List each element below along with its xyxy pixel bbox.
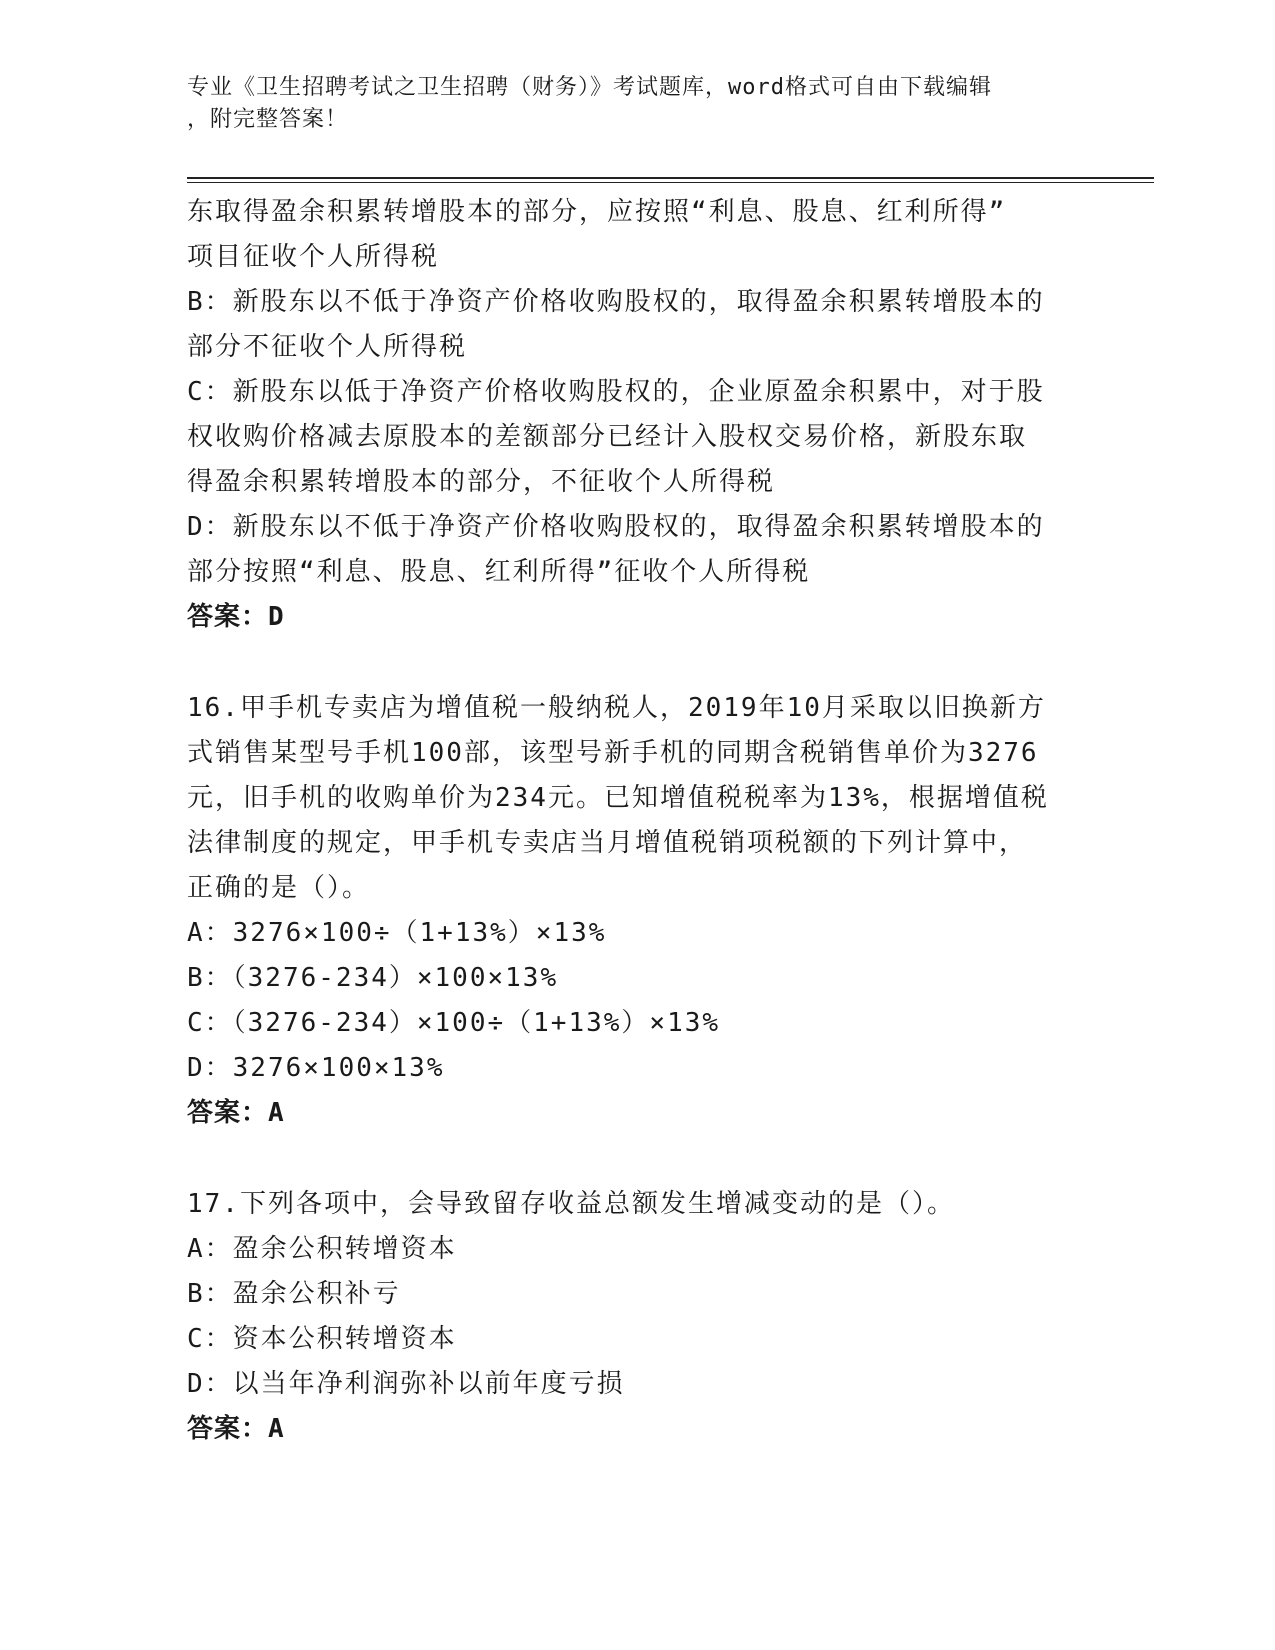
option-c-line: 权收购价格减去原股本的差额部分已经计入股权交易价格，新股东取 — [187, 422, 1028, 452]
document-header — [187, 72, 1087, 136]
question-stem-line: 式销售某型号手机100部，该型号新手机的同期含税销售单价为3276 — [187, 738, 1039, 768]
option-c: C：（3276-234）×100÷（1+13%）×13% — [187, 1008, 721, 1038]
question-stem: 17.下列各项中，会导致留存收益总额发生增减变动的是（）。 — [187, 1189, 955, 1219]
option-b-line: B：新股东以不低于净资产价格收购股权的，取得盈余积累转增股本的 — [187, 287, 1045, 317]
option-c-line: 得盈余积累转增股本的部分，不征收个人所得税 — [187, 467, 776, 497]
option-d: D：3276×100×13% — [187, 1053, 445, 1083]
header-divider-thin — [187, 182, 1154, 183]
option-b: B：（3276-234）×100×13% — [187, 963, 559, 993]
answer-label: 答案：A — [187, 1414, 285, 1444]
header-line-1: 专业《卫生招聘考试之卫生招聘（财务）》考试题库，word格式可自由下载编辑 — [187, 75, 992, 100]
option-a: A：3276×100÷（1+13%）×13% — [187, 918, 607, 948]
option-a: A：盈余公积转增资本 — [187, 1234, 457, 1264]
option-d: D：以当年净利润弥补以前年度亏损 — [187, 1369, 625, 1399]
option-d-line: D：新股东以不低于净资产价格收购股权的，取得盈余积累转增股本的 — [187, 512, 1045, 542]
answer-label: 答案：A — [187, 1098, 285, 1128]
spacer — [187, 1136, 1087, 1182]
spacer — [187, 640, 1087, 686]
option-a-continuation-line: 项目征收个人所得税 — [187, 242, 440, 272]
option-b: B：盈余公积补亏 — [187, 1279, 401, 1309]
header-divider-thick — [187, 177, 1154, 179]
question-stem-line: 法律制度的规定，甲手机专卖店当月增值税销项税额的下列计算中， — [187, 828, 1028, 858]
question-stem-line: 元，旧手机的收购单价为234元。已知增值税税率为13%，根据增值税 — [187, 783, 1049, 813]
question-16 — [187, 686, 1087, 1136]
header-line-2: ，附完整答案！ — [187, 107, 349, 132]
question-stem-line: 16.甲手机专卖店为增值税一般纳税人，2019年10月采取以旧换新方 — [187, 693, 1046, 723]
answer-label: 答案：D — [187, 602, 285, 632]
option-c: C：资本公积转增资本 — [187, 1324, 457, 1354]
question-stem-line: 正确的是（）。 — [187, 873, 371, 903]
question-15-tail — [187, 190, 1087, 640]
document-body — [187, 190, 1087, 1452]
question-17 — [187, 1182, 1087, 1452]
option-c-line: C：新股东以低于净资产价格收购股权的，企业原盈余积累中，对于股 — [187, 377, 1045, 407]
option-b-line: 部分不征收个人所得税 — [187, 332, 468, 362]
option-a-continuation-line: 东取得盈余积累转增股本的部分，应按照“利息、股息、红利所得” — [187, 197, 1007, 227]
option-d-line: 部分按照“利息、股息、红利所得”征收个人所得税 — [187, 557, 811, 587]
